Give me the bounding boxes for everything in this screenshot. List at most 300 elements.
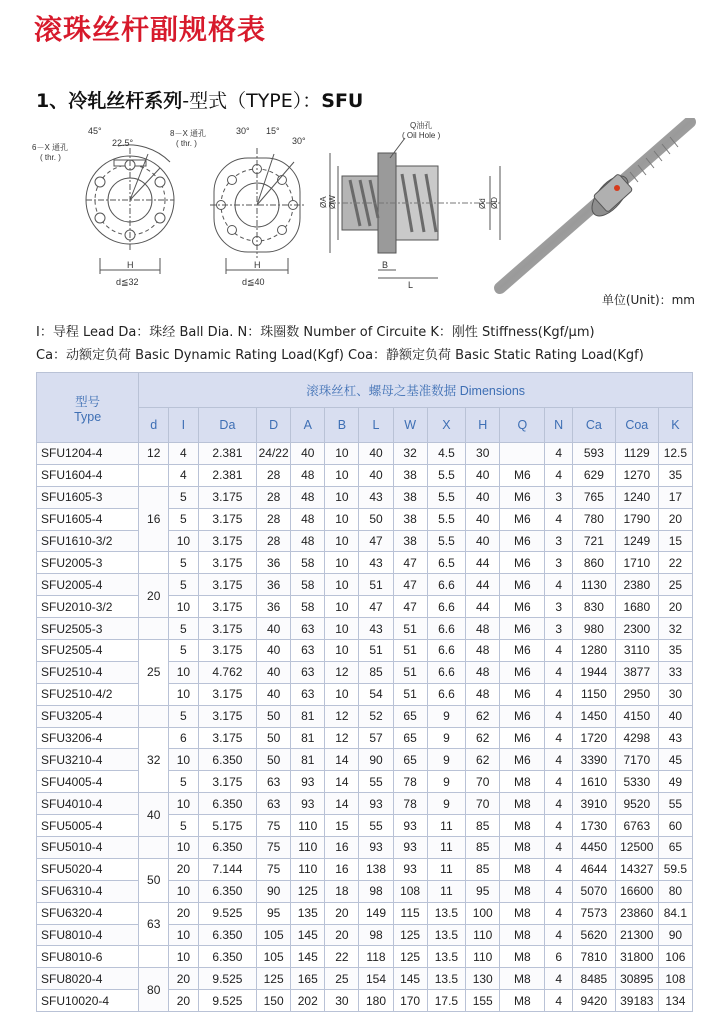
table-row bbox=[37, 924, 693, 946]
cell-x: 6.6 bbox=[427, 596, 466, 618]
cell-type: SFU10020-4 bbox=[37, 990, 139, 1012]
drawing2-holes: 8－X 通孔 bbox=[170, 129, 207, 138]
cell-ca: 1450 bbox=[572, 705, 615, 727]
table-row bbox=[37, 815, 693, 837]
drawing3-phi-a: ØA bbox=[319, 196, 328, 208]
cell-l: 138 bbox=[359, 858, 393, 880]
cell-i: 10 bbox=[169, 530, 199, 552]
cell-b: 12 bbox=[325, 661, 359, 683]
cell-type: SFU4005-4 bbox=[37, 771, 139, 793]
cell-da: 3.175 bbox=[198, 596, 256, 618]
ball-screw-photo bbox=[500, 122, 690, 288]
cell-h: 40 bbox=[466, 530, 500, 552]
cell-h: 48 bbox=[466, 640, 500, 662]
cell-i: 10 bbox=[169, 880, 199, 902]
cell-coa: 4150 bbox=[615, 705, 658, 727]
cell-coa: 21300 bbox=[615, 924, 658, 946]
cell-w: 65 bbox=[393, 705, 427, 727]
cell-ca: 1720 bbox=[572, 727, 615, 749]
cell-da: 3.175 bbox=[198, 530, 256, 552]
cell-coa: 1129 bbox=[615, 443, 658, 465]
table-row bbox=[37, 618, 693, 640]
cell-h: 30 bbox=[466, 443, 500, 465]
spec-table-body bbox=[37, 443, 693, 1012]
cell-q: M8 bbox=[500, 815, 545, 837]
cell-i: 10 bbox=[169, 683, 199, 705]
cell-k: 134 bbox=[658, 990, 692, 1012]
cell-coa: 2380 bbox=[615, 574, 658, 596]
cell-k: 49 bbox=[658, 771, 692, 793]
cell-q: M6 bbox=[500, 661, 545, 683]
cell-d: 80 bbox=[139, 968, 169, 1012]
table-row bbox=[37, 486, 693, 508]
cell-k: 45 bbox=[658, 749, 692, 771]
cell-type: SFU5010-4 bbox=[37, 837, 139, 859]
cell-i: 5 bbox=[169, 486, 199, 508]
cell-ca: 629 bbox=[572, 464, 615, 486]
cell-a: 93 bbox=[291, 793, 325, 815]
cell-w: 47 bbox=[393, 574, 427, 596]
table-row bbox=[37, 574, 693, 596]
cell-d: 28 bbox=[257, 530, 291, 552]
cell-q: M8 bbox=[500, 880, 545, 902]
table-row bbox=[37, 443, 693, 465]
cell-coa: 5330 bbox=[615, 771, 658, 793]
cell-q: M6 bbox=[500, 464, 545, 486]
cell-q: M8 bbox=[500, 793, 545, 815]
cell-q: M6 bbox=[500, 552, 545, 574]
cell-w: 65 bbox=[393, 749, 427, 771]
cell-i: 5 bbox=[169, 618, 199, 640]
cell-da: 3.175 bbox=[198, 727, 256, 749]
cell-n: 4 bbox=[545, 902, 573, 924]
flange-drawing-8-hole bbox=[210, 148, 304, 274]
cell-type: SFU5020-4 bbox=[37, 858, 139, 880]
cell-n: 4 bbox=[545, 793, 573, 815]
cell-b: 14 bbox=[325, 749, 359, 771]
cell-a: 110 bbox=[291, 815, 325, 837]
cell-ca: 5070 bbox=[572, 880, 615, 902]
cell-type: SFU3206-4 bbox=[37, 727, 139, 749]
cell-w: 93 bbox=[393, 837, 427, 859]
cell-a: 81 bbox=[291, 727, 325, 749]
cell-x: 5.5 bbox=[427, 508, 466, 530]
cell-ca: 593 bbox=[572, 443, 615, 465]
drawing3-phi-w: ØW bbox=[328, 195, 337, 209]
cell-q: M6 bbox=[500, 705, 545, 727]
cell-n: 4 bbox=[545, 640, 573, 662]
cell-d: 50 bbox=[257, 749, 291, 771]
cell-d: 28 bbox=[257, 508, 291, 530]
cell-b: 10 bbox=[325, 683, 359, 705]
cell-x: 6.6 bbox=[427, 574, 466, 596]
cell-ca: 860 bbox=[572, 552, 615, 574]
nut-side-view-drawing bbox=[330, 138, 500, 278]
cell-l: 54 bbox=[359, 683, 393, 705]
cell-h: 85 bbox=[466, 815, 500, 837]
cell-coa: 2300 bbox=[615, 618, 658, 640]
section-type-label: -型式（TYPE）： bbox=[182, 90, 322, 112]
cell-k: 90 bbox=[658, 924, 692, 946]
drawing3-phi-d: Ød bbox=[478, 198, 487, 209]
cell-l: 98 bbox=[359, 924, 393, 946]
cell-ca: 8485 bbox=[572, 968, 615, 990]
cell-h: 44 bbox=[466, 552, 500, 574]
cell-l: 118 bbox=[359, 946, 393, 968]
cell-n: 4 bbox=[545, 771, 573, 793]
cell-coa: 1680 bbox=[615, 596, 658, 618]
cell-n: 4 bbox=[545, 815, 573, 837]
cell-a: 81 bbox=[291, 705, 325, 727]
cell-a: 48 bbox=[291, 508, 325, 530]
cell-type: SFU1610-3/2 bbox=[37, 530, 139, 552]
cell-d: 125 bbox=[257, 968, 291, 990]
cell-l: 55 bbox=[359, 815, 393, 837]
cell-w: 51 bbox=[393, 683, 427, 705]
cell-k: 25 bbox=[658, 574, 692, 596]
cell-type: SFU2510-4 bbox=[37, 661, 139, 683]
cell-d: 28 bbox=[257, 464, 291, 486]
cell-d: 90 bbox=[257, 880, 291, 902]
cell-ca: 980 bbox=[572, 618, 615, 640]
cell-q: M8 bbox=[500, 946, 545, 968]
cell-da: 9.525 bbox=[198, 902, 256, 924]
cell-a: 58 bbox=[291, 552, 325, 574]
cell-a: 93 bbox=[291, 771, 325, 793]
cell-i: 20 bbox=[169, 858, 199, 880]
cell-type: SFU2010-3/2 bbox=[37, 596, 139, 618]
cell-x: 6.6 bbox=[427, 683, 466, 705]
cell-da: 6.350 bbox=[198, 793, 256, 815]
table-row bbox=[37, 508, 693, 530]
cell-w: 108 bbox=[393, 880, 427, 902]
cell-n: 4 bbox=[545, 837, 573, 859]
cell-w: 93 bbox=[393, 858, 427, 880]
cell-q: M8 bbox=[500, 968, 545, 990]
table-row bbox=[37, 858, 693, 880]
cell-da: 3.175 bbox=[198, 486, 256, 508]
cell-x: 11 bbox=[427, 815, 466, 837]
cell-h: 155 bbox=[466, 990, 500, 1012]
cell-b: 16 bbox=[325, 837, 359, 859]
drawing2-angle-a: 30° bbox=[236, 126, 250, 136]
cell-d bbox=[139, 946, 169, 968]
cell-d: 50 bbox=[139, 858, 169, 902]
cell-type: SFU3205-4 bbox=[37, 705, 139, 727]
cell-ca: 3390 bbox=[572, 749, 615, 771]
cell-k: 108 bbox=[658, 968, 692, 990]
cell-d: 24/22 bbox=[257, 443, 291, 465]
cell-k: 15 bbox=[658, 530, 692, 552]
cell-n: 4 bbox=[545, 880, 573, 902]
cell-x: 9 bbox=[427, 705, 466, 727]
cell-d bbox=[139, 705, 169, 727]
cell-d bbox=[139, 552, 169, 574]
cell-x: 13.5 bbox=[427, 902, 466, 924]
col-header-q: Q bbox=[500, 408, 545, 443]
cell-d: 25 bbox=[139, 640, 169, 706]
section-title bbox=[36, 86, 363, 113]
cell-type: SFU2505-4 bbox=[37, 640, 139, 662]
cell-coa: 1240 bbox=[615, 486, 658, 508]
cell-a: 165 bbox=[291, 968, 325, 990]
cell-b: 10 bbox=[325, 640, 359, 662]
cell-n: 6 bbox=[545, 946, 573, 968]
cell-da: 9.525 bbox=[198, 990, 256, 1012]
cell-type: SFU1604-4 bbox=[37, 464, 139, 486]
cell-b: 22 bbox=[325, 946, 359, 968]
cell-b: 10 bbox=[325, 508, 359, 530]
cell-w: 65 bbox=[393, 727, 427, 749]
cell-b: 10 bbox=[325, 530, 359, 552]
cell-q bbox=[500, 443, 545, 465]
cell-coa: 3877 bbox=[615, 661, 658, 683]
cell-h: 95 bbox=[466, 880, 500, 902]
cell-i: 5 bbox=[169, 705, 199, 727]
cell-h: 48 bbox=[466, 661, 500, 683]
cell-k: 22 bbox=[658, 552, 692, 574]
cell-q: M6 bbox=[500, 640, 545, 662]
table-row bbox=[37, 596, 693, 618]
cell-x: 17.5 bbox=[427, 990, 466, 1012]
cell-i: 5 bbox=[169, 815, 199, 837]
flange-drawing-6-hole bbox=[86, 145, 174, 274]
cell-n: 4 bbox=[545, 924, 573, 946]
drawing2-thr: ( thr. ) bbox=[176, 139, 197, 148]
cell-k: 35 bbox=[658, 464, 692, 486]
cell-x: 6.6 bbox=[427, 661, 466, 683]
cell-b: 20 bbox=[325, 924, 359, 946]
cell-b: 18 bbox=[325, 880, 359, 902]
cell-da: 6.350 bbox=[198, 880, 256, 902]
cell-w: 32 bbox=[393, 443, 427, 465]
cell-l: 52 bbox=[359, 705, 393, 727]
col-header-da: Da bbox=[198, 408, 256, 443]
cell-q: M8 bbox=[500, 837, 545, 859]
cell-x: 6.5 bbox=[427, 552, 466, 574]
cell-i: 4 bbox=[169, 464, 199, 486]
cell-n: 3 bbox=[545, 618, 573, 640]
cell-a: 48 bbox=[291, 464, 325, 486]
cell-i: 10 bbox=[169, 793, 199, 815]
cell-x: 6.6 bbox=[427, 640, 466, 662]
cell-a: 58 bbox=[291, 596, 325, 618]
cell-ca: 765 bbox=[572, 486, 615, 508]
cell-q: M6 bbox=[500, 530, 545, 552]
cell-d: 40 bbox=[257, 661, 291, 683]
cell-l: 93 bbox=[359, 837, 393, 859]
cell-type: SFU1204-4 bbox=[37, 443, 139, 465]
cell-da: 4.762 bbox=[198, 661, 256, 683]
table-row bbox=[37, 552, 693, 574]
cell-h: 110 bbox=[466, 946, 500, 968]
cell-ca: 7573 bbox=[572, 902, 615, 924]
cell-x: 9 bbox=[427, 793, 466, 815]
cell-k: 59.5 bbox=[658, 858, 692, 880]
cell-b: 10 bbox=[325, 574, 359, 596]
cell-q: M8 bbox=[500, 858, 545, 880]
cell-x: 11 bbox=[427, 837, 466, 859]
cell-b: 10 bbox=[325, 486, 359, 508]
cell-n: 4 bbox=[545, 661, 573, 683]
cell-coa: 1790 bbox=[615, 508, 658, 530]
section-model: SFU bbox=[321, 90, 364, 112]
cell-h: 70 bbox=[466, 793, 500, 815]
cell-q: M6 bbox=[500, 727, 545, 749]
cell-ca: 1150 bbox=[572, 683, 615, 705]
cell-h: 48 bbox=[466, 683, 500, 705]
cell-w: 47 bbox=[393, 596, 427, 618]
cell-b: 14 bbox=[325, 793, 359, 815]
cell-coa: 7170 bbox=[615, 749, 658, 771]
cell-d: 40 bbox=[257, 640, 291, 662]
table-row bbox=[37, 793, 693, 815]
cell-l: 55 bbox=[359, 771, 393, 793]
cell-ca: 4644 bbox=[572, 858, 615, 880]
drawing1-angle-b: 22.5° bbox=[112, 138, 134, 148]
cell-coa: 4298 bbox=[615, 727, 658, 749]
cell-d: 36 bbox=[257, 596, 291, 618]
cell-h: 85 bbox=[466, 837, 500, 859]
cell-coa: 23860 bbox=[615, 902, 658, 924]
cell-l: 43 bbox=[359, 618, 393, 640]
cell-w: 78 bbox=[393, 793, 427, 815]
cell-x: 4.5 bbox=[427, 443, 466, 465]
cell-a: 135 bbox=[291, 902, 325, 924]
table-row bbox=[37, 771, 693, 793]
cell-da: 2.381 bbox=[198, 464, 256, 486]
cell-d: 50 bbox=[257, 705, 291, 727]
cell-n: 4 bbox=[545, 683, 573, 705]
cell-w: 78 bbox=[393, 771, 427, 793]
drawing2-angle-c: 30° bbox=[292, 136, 306, 146]
cell-d: 28 bbox=[257, 486, 291, 508]
cell-h: 100 bbox=[466, 902, 500, 924]
cell-type: SFU2005-3 bbox=[37, 552, 139, 574]
cell-coa: 9520 bbox=[615, 793, 658, 815]
cell-ca: 721 bbox=[572, 530, 615, 552]
cell-n: 4 bbox=[545, 990, 573, 1012]
cell-ca: 780 bbox=[572, 508, 615, 530]
spec-table bbox=[36, 372, 693, 1012]
cell-h: 44 bbox=[466, 574, 500, 596]
cell-da: 3.175 bbox=[198, 771, 256, 793]
cell-n: 4 bbox=[545, 464, 573, 486]
cell-i: 20 bbox=[169, 990, 199, 1012]
cell-d: 32 bbox=[139, 727, 169, 793]
type-header-en: Type bbox=[74, 409, 102, 424]
cell-l: 50 bbox=[359, 508, 393, 530]
cell-w: 125 bbox=[393, 946, 427, 968]
cell-a: 63 bbox=[291, 683, 325, 705]
cell-l: 47 bbox=[359, 596, 393, 618]
cell-x: 5.5 bbox=[427, 464, 466, 486]
col-header-b: B bbox=[325, 408, 359, 443]
table-row bbox=[37, 749, 693, 771]
cell-l: 98 bbox=[359, 880, 393, 902]
cell-n: 4 bbox=[545, 508, 573, 530]
cell-da: 3.175 bbox=[198, 640, 256, 662]
cell-d: 63 bbox=[257, 793, 291, 815]
drawing3-l: L bbox=[408, 280, 414, 290]
cell-a: 110 bbox=[291, 837, 325, 859]
cell-l: 57 bbox=[359, 727, 393, 749]
cell-d: 36 bbox=[257, 552, 291, 574]
cell-h: 70 bbox=[466, 771, 500, 793]
cell-k: 12.5 bbox=[658, 443, 692, 465]
cell-l: 180 bbox=[359, 990, 393, 1012]
col-header-x: X bbox=[427, 408, 466, 443]
cell-n: 4 bbox=[545, 858, 573, 880]
cell-da: 6.350 bbox=[198, 749, 256, 771]
cell-q: M6 bbox=[500, 508, 545, 530]
cell-w: 145 bbox=[393, 968, 427, 990]
cell-h: 62 bbox=[466, 749, 500, 771]
cell-b: 30 bbox=[325, 990, 359, 1012]
cell-i: 20 bbox=[169, 968, 199, 990]
cell-a: 48 bbox=[291, 486, 325, 508]
cell-ca: 1130 bbox=[572, 574, 615, 596]
cell-da: 9.525 bbox=[198, 968, 256, 990]
cell-n: 3 bbox=[545, 552, 573, 574]
cell-q: M6 bbox=[500, 596, 545, 618]
cell-k: 32 bbox=[658, 618, 692, 640]
cell-d bbox=[139, 618, 169, 640]
cell-a: 202 bbox=[291, 990, 325, 1012]
cell-ca: 4450 bbox=[572, 837, 615, 859]
cell-da: 6.350 bbox=[198, 837, 256, 859]
drawing2-angle-b: 15° bbox=[266, 126, 280, 136]
table-row bbox=[37, 902, 693, 924]
cell-type: SFU1605-4 bbox=[37, 508, 139, 530]
table-row bbox=[37, 837, 693, 859]
cell-q: M6 bbox=[500, 683, 545, 705]
drawing1-angle-a: 45° bbox=[88, 126, 102, 136]
cell-l: 93 bbox=[359, 793, 393, 815]
cell-coa: 39183 bbox=[615, 990, 658, 1012]
cell-l: 85 bbox=[359, 661, 393, 683]
cell-ca: 1730 bbox=[572, 815, 615, 837]
cell-a: 58 bbox=[291, 574, 325, 596]
cell-coa: 30895 bbox=[615, 968, 658, 990]
cell-a: 48 bbox=[291, 530, 325, 552]
cell-k: 40 bbox=[658, 705, 692, 727]
table-row bbox=[37, 880, 693, 902]
cell-d: 105 bbox=[257, 946, 291, 968]
cell-d: 20 bbox=[139, 574, 169, 618]
table-row bbox=[37, 661, 693, 683]
cell-type: SFU6310-4 bbox=[37, 880, 139, 902]
cell-w: 51 bbox=[393, 618, 427, 640]
cell-type: SFU8010-4 bbox=[37, 924, 139, 946]
cell-a: 145 bbox=[291, 924, 325, 946]
cell-b: 10 bbox=[325, 596, 359, 618]
cell-da: 3.175 bbox=[198, 705, 256, 727]
cell-d: 75 bbox=[257, 858, 291, 880]
cell-coa: 12500 bbox=[615, 837, 658, 859]
cell-h: 110 bbox=[466, 924, 500, 946]
cell-w: 170 bbox=[393, 990, 427, 1012]
cell-x: 13.5 bbox=[427, 946, 466, 968]
cell-l: 47 bbox=[359, 530, 393, 552]
cell-ca: 5620 bbox=[572, 924, 615, 946]
cell-w: 38 bbox=[393, 464, 427, 486]
cell-n: 4 bbox=[545, 968, 573, 990]
cell-l: 40 bbox=[359, 443, 393, 465]
drawing1-thr: ( thr. ) bbox=[40, 153, 61, 162]
cell-i: 10 bbox=[169, 924, 199, 946]
cell-n: 4 bbox=[545, 574, 573, 596]
